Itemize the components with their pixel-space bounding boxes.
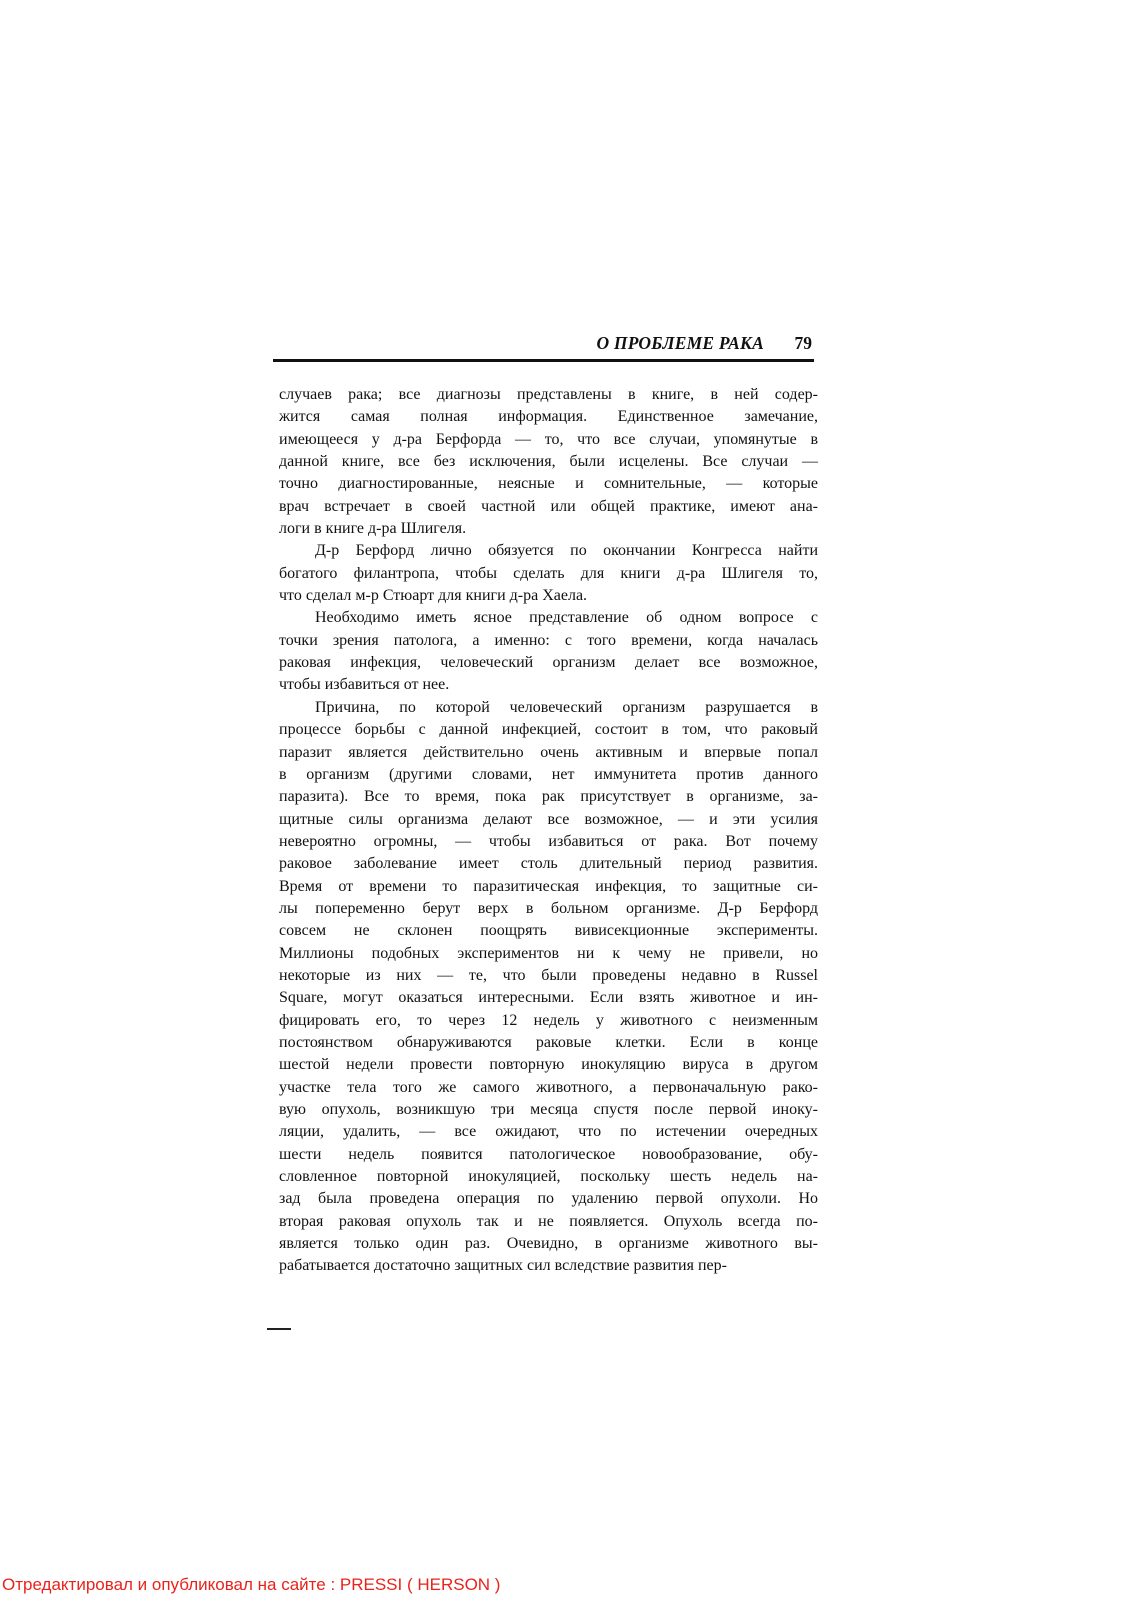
running-header [273,331,814,362]
text-line: некоторые из них — те, что были проведены недавно в Russel [279,966,818,984]
text-line: лы попеременно берут верх в больном организме. Д-р Берфорд [279,899,818,917]
text-line: точки зрения патолога, а именно: с того времени, когда началась [279,631,818,649]
text-line: чтобы избавиться от нее. [279,676,450,694]
text-line: постоянством обнаруживаются раковые клетки. Если в конце [279,1033,818,1051]
paragraph [279,540,818,607]
text-line: ляции, удалить, — все ожидают, что по истечении очередных [279,1123,818,1141]
text-line: имеющееся у д-ра Берфорда — то, что все случаи, упомянутые в [279,430,818,448]
text-line: точно диагностированные, неясные и сомнительные, — которые [279,475,818,493]
paragraph [279,384,818,540]
text-line: рабатывается достаточно защитных сил вследствие развития пер- [279,1257,727,1275]
text-line: Время от времени то паразитическая инфекция, то защитные си- [279,877,818,895]
text-line: участке тела того же самого животного, а первоначальную рако- [279,1078,818,1096]
text-line: раковое заболевание имеет столь длительный период развития. [279,855,818,873]
text-line: в организм (другими словами, нет иммунитета против данного [279,765,818,783]
text-line: паразита). Все то время, пока рак присутствует в организме, за- [279,788,818,806]
text-line: вторая раковая опухоль так и не появляется. Опухоль всегда по- [279,1212,818,1230]
text-line: данной книге, все без исключения, были исцелены. Все случаи — [279,453,818,471]
text-line: совсем не склонен поощрять вивисекционные эксперименты. [279,922,818,940]
text-line: врач встречает в своей частной или общей практике, имеют ана- [279,497,818,515]
text-line: шести недель появится патологическое новообразование, обу- [279,1145,818,1163]
text-line: зад была проведена операция по удалению первой опухоли. Но [279,1190,818,1208]
text-line: что сделал м-р Стюарт для книги д-ра Хаела. [279,587,588,605]
page-number: 79 [794,333,812,353]
footer-credit: Отредактировал и опубликовал на сайте : PRESSI ( HERSON ) [2,1575,501,1594]
text-line: богатого филантропа, чтобы сделать для книги д-ра Шлигеля то, [279,564,818,582]
paragraph [279,697,818,1278]
chapter-title: О ПРОБЛЕМЕ РАКА [596,333,764,353]
text-line: словленное повторной инокуляцией, поскольку шесть недель на- [279,1168,818,1186]
text-line: Необходимо иметь ясное представление об одном вопросе с [315,609,818,627]
paragraph [279,607,818,696]
footnote-divider [267,1328,291,1330]
text-line: вую опухоль, возникшую три месяца спустя после первой иноку- [279,1101,818,1118]
text-line: Причина, по которой человеческий организм разрушается в [315,698,818,716]
text-line: жится самая полная информация. Единственное замечание, [279,408,818,426]
text-line: невероятно огромны, — чтобы избавиться от рака. Вот почему [279,832,818,850]
text-line: шестой недели провести повторную инокуляцию вируса в другом [279,1056,818,1074]
text-line: Square, могут оказаться интересными. Если взять животное и ин- [279,989,818,1007]
text-line: щитные силы организма делают все возможное, — и эти усилия [279,810,818,828]
text-line: логи в книге д-ра Шлигеля. [279,520,467,538]
text-line: процессе борьбы с данной инфекцией, состоит в том, что раковый [279,721,818,739]
text-line: раковая инфекция, человеческий организм делает все возможное, [279,654,818,672]
text-line: Миллионы подобных экспериментов ни к чему не привели, но [279,944,818,962]
text-line: случаев рака; все диагнозы представлены в книге, в ней содер- [279,386,818,403]
text-line: является только один раз. Очевидно, в организме животного вы- [279,1235,818,1253]
text-line: паразит является действительно очень активным и впервые попал [279,743,818,761]
text-line: Д-р Берфорд лично обязуется по окончании Конгресса найти [315,542,818,560]
body-text [279,384,818,1278]
text-line: фицировать его, то через 12 недель у животного с неизменным [279,1011,818,1029]
